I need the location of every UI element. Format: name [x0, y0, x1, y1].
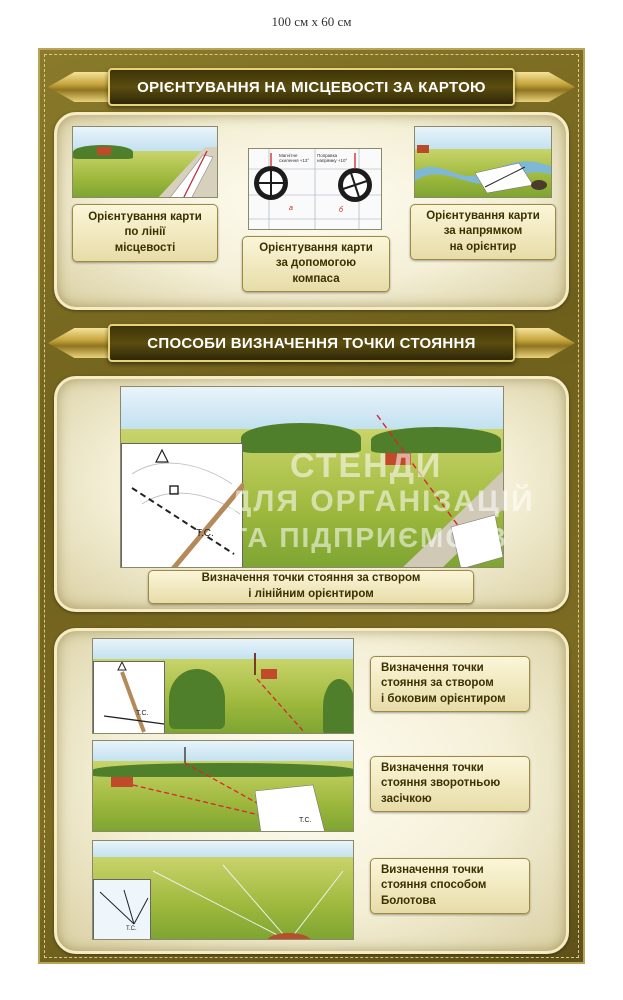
section2-banner — [48, 324, 575, 362]
map-orient-landmark-picture — [414, 126, 552, 198]
method2-ts-label: Т.С. — [299, 817, 312, 824]
watermark-line-1: СТЕНДИ — [290, 447, 443, 485]
method2-picture — [92, 740, 354, 832]
method1-map-drawing — [94, 662, 166, 734]
method3-picture — [92, 840, 354, 940]
line-landmark-picture — [120, 386, 504, 568]
method1-ts-label: Т.С. — [136, 710, 149, 717]
caption-line-landmark: Визначення точки стояння за створом і лінійним орієнтиром — [148, 570, 474, 604]
watermark-line-3: ТА ПІДПРИЄМСТВ — [230, 522, 509, 553]
method3-tracing — [93, 879, 151, 940]
section2-title: СПОСОБИ ВИЗНАЧЕННЯ ТОЧКИ СТОЯННЯ — [108, 324, 515, 362]
method2-sketch — [93, 741, 354, 832]
river-and-map-sketch — [415, 127, 552, 198]
section1-banner — [48, 68, 575, 106]
method3-ts-label: Т.С. — [126, 926, 137, 932]
compass-label-b: Поправка напрямку +10° — [317, 153, 348, 163]
inset-map — [121, 443, 243, 568]
map-orient-line-picture — [72, 126, 218, 198]
inset-map-ts-label: Т.С. — [196, 528, 214, 539]
method1-picture — [92, 638, 354, 734]
compass-letter-a: а — [289, 205, 293, 212]
method1-caption: Визначення точки стояння за створом і боковим орієнтиром — [370, 656, 530, 712]
compass-diagram — [249, 149, 382, 230]
caption-orient-by-landmark: Орієнтування карти за напрямком на орієнтир — [410, 204, 556, 260]
section1-title: ОРІЄНТУВАННЯ НА МІСЦЕВОСТІ ЗА КАРТОЮ — [108, 68, 515, 106]
compass-orientation-picture — [248, 148, 382, 230]
compass-label-a: Магнітне схилення +13° — [279, 153, 310, 163]
watermark-line-2: ДЛЯ ОРГАНІЗАЦІЙ — [230, 485, 535, 518]
method3-tracing-drawing — [94, 880, 152, 940]
inset-map-drawing — [122, 444, 244, 568]
method1-map — [93, 661, 165, 734]
caption-orient-by-line: Орієнтування карти по лінії місцевості — [72, 204, 218, 262]
road-and-map-sketch — [73, 127, 218, 198]
compass-letter-b: б — [339, 207, 343, 214]
method3-caption: Визначення точки стояння способом Болотова — [370, 858, 530, 914]
caption-orient-by-compass: Орієнтування карти за допомогою компаса — [242, 236, 390, 292]
method2-caption: Визначення точки стояння зворотньою засічкою — [370, 756, 530, 812]
size-note: 100 см х 60 см — [271, 14, 352, 29]
